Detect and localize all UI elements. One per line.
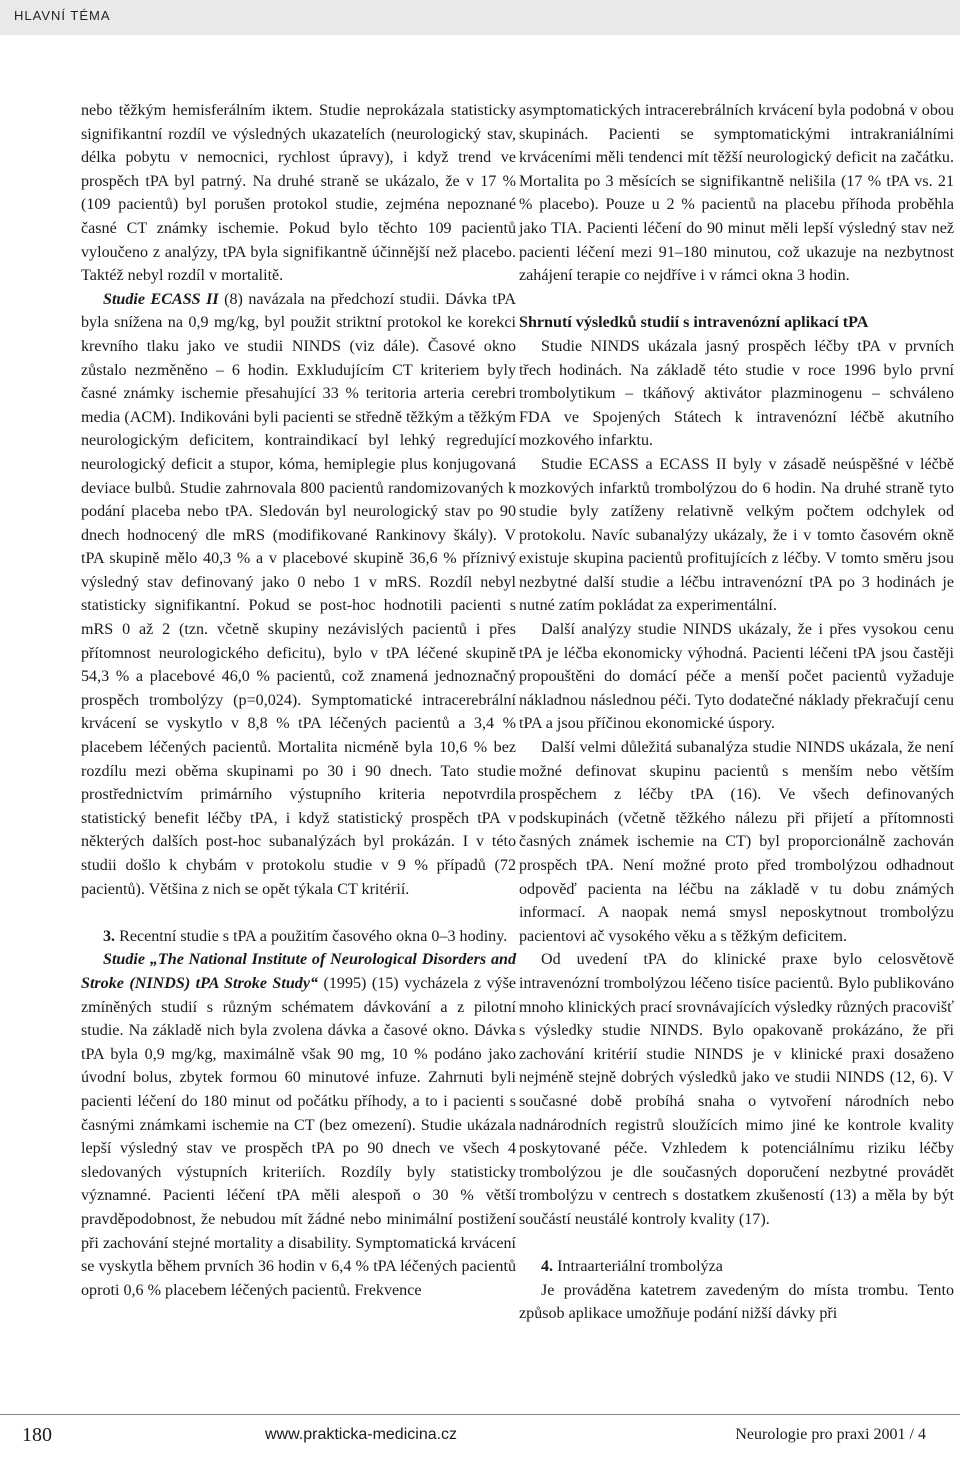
- footer-divider: [0, 1414, 960, 1415]
- page-number: 180: [22, 1424, 52, 1446]
- paragraph: Studie ECASS II (8) navázala na předchozí studii. Dávka tPA byla snížena na 0,9 mg/kg, byl použit striktní protokol ke korekci krevního tlaku jako ve studii NINDS (viz dále). Časové okno zůstalo nezměněno – 6 hodin. Exkludujícím CT kriteriem byly časné známky ischemie přesahující 33 % teritoria arteria cerebri media (ACM). Indikováni byli pacienti se středně těžkým a těžkým neurologickým deficitem, kontraindikací byl lehký regredující neurologický deficit a stupor, kóma, hemiplegie plus konjugovaná deviace bulbů. Studie zahrnovala 800 pacientů randomizovaných k podání placeba nebo tPA. Sledován byl neurologický stav po 90 dnech hodnocený dle mRS (modifikované Rankinovy škály). V tPA skupině mělo 40,3 % a v placebové skupině 36,6 % příznivý výsledný stav definovaný jako 0 nebo 1 v mRS. Rozdíl nebyl statisticky signifikantní. Pokud se post-hoc hodnotili pacienti s mRS 0 až 2 (tzn. včetně skupiny nezávislých pacientů i přes přítomnost neurologického deficitu), bylo v tPA léčené skupině 54,3 % a placebové 46,0 % pacientů, což znamená jednoznačný prospěch trombolýzy (p=0,024). Symptomatické intracerebrální krvácení se vyskytlo v 8,8 % tPA léčených pacientů a 3,4 % placebem léčených pacientů. Mortalita nicméně byla 10,6 % bez rozdílu mezi oběma skupinami po 30 i 90 dnech. Tato studie prostřednictvím primárního výstupního kriteria nepotvrdila statistický benefit léčby tPA, i když statistický prospěch tPA v některých dalších post-hoc subanalýzách byl prokázán. I v této studii došlo k chybám v protokolu studie v 9 % případů (72 pacientů). Většina z nich se opět týkala CT kritérií.: [81, 290, 516, 898]
- section-heading: Shrnutí výsledků studií s intravenózní aplikací tPA: [519, 314, 869, 332]
- paragraph: Od uvedení tPA do klinické praxe bylo celosvětově intravenózní trombolýzou léčeno tisíce pacientů. Bylo publikováno mnoho klinických prací srovnávajících výsledky různých pracovišť s výsledky studie NINDS. Bylo opakovaně prokázáno, že při zachování kritérií studie NINDS je v klinické praxi dosaženo nejméně stejně dobrých výsledků jako ve studii NINDS (12, 6). V současné době probíhá snaha o vytvoření národních nebo nadnárodních registrů sloužících mimo jiné ke kontrole kvality poskytované péče. Vzhledem k potenciálnímu riziku léčby trombolýzou je dle současných doporučení nezbytné provádět trombolýzu v centrech s dostatkem zkušeností (13) a měla by být součástí neustálé kontroly kvality (17).: [519, 951, 954, 1228]
- paragraph: Je prováděna katetrem zavedeným do místa trombu. Tento způsob aplikace umožňuje podání nižší dávky při: [519, 1281, 954, 1323]
- header-band: [0, 0, 960, 35]
- right-column: [519, 99, 954, 1326]
- section-title: HLAVNÍ TÉMA: [14, 8, 111, 23]
- paragraph: Studie „The National Institute of Neurological Disorders and Stroke (NINDS) tPA Stroke Study“ (1995) (15) vycházela z výše zmíněných studií s různým schématem dávkování a z pilotní studie. Na základě nich byla zvolena dávka a časové okno. Dávka tPA byla 0,9 mg/kg, maximálně však 90 mg, 10 % podáno jako úvodní bolus, zbytek formou 60 minutové infuze. Zahrnuti byli pacienti léčení do 180 minut od počátku příhody, a to i pacienti s časnými známkami ischemie na CT (bez omezení). Studie ukázala lepší výsledný stav ve prospěch tPA po 90 dnech ve všech 4 sledovaných výstupních kriteriích. Rozdíly byly statisticky významné. Pacienti léčení tPA měli alespoň o 30 % větší pravděpodobnost, že nebudou mít žádné nebo minimální postižení při zachování stejné mortality a disability. Symptomatická krvácení se vyskytla během prvních 36 hodin v 6,4 % tPA léčených pacientů oproti 0,6 % placebem léčených pacientů. Frekvence: [81, 951, 516, 1299]
- paragraph: asymptomatických intracerebrálních krvácení byla podobná v obou skupinách. Pacienti se symptomatickými intrakraniálními krváceními měli tendenci mít těžší neurologický deficit na začátku. Mortalita po 3 měsících se signifikantně nelišila (17 % tPA vs. 21 % placebo). Pouze u 2 % pacientů na placebu příhoda proběhla jako TIA. Pacienti léčení do 90 minut měli lepší výsledný stav než pacienti léčení mezi 91–180 minutou, což ukazuje na nezbytnost zahájení terapie co nejdříve i v rámci okna 3 hodin.: [519, 102, 954, 285]
- paragraph: Další velmi důležitá subanalýza studie NINDS ukázala, že není možné definovat skupinu pacientů s menším nebo větším prospěchem z léčby tPA (16). Ve všech definovaných podskupinách (včetně těžkého nálezu při přijetí a přítomnosti časných známek ischemie na CT) byl proporcionálně zachován prospěch tPA. Není možné proto před trombolýzou odhadnout odpověď pacienta na léčbu na základě v tu dobu známých informací. A naopak nemá smysl neposkytnout trombolýzu pacientovi ač vysokého věku a s těžkým deficitem.: [519, 739, 954, 945]
- paragraph: Další analýzy studie NINDS ukázaly, že i přes vysokou cenu tPA je léčba ekonomicky výhodná. Pacienti léčeni tPA jsou častěji propouštěni do domácí péče a menší počet pacientů vyžaduje nákladnou následnou péči. Tyto dodatečné náklady překračují cenu tPA a jsou příčinou ekonomické úspory.: [519, 621, 954, 733]
- section-heading: 4. Intraarteriální trombolýza: [541, 1258, 723, 1276]
- study-title: Studie ECASS II: [103, 290, 219, 308]
- paragraph: nebo těžkým hemisferálním iktem. Studie neprokázala statisticky signifikantní rozdíl ve výsledných ukazatelích (neurologický stav, délka pobytu v nemocnici, rychlost úpravy), i když trend ve prospěch tPA byl patrný. Na druhé straně se ukázalo, že v 17 % (109 pacientů) byl porušen protokol studie, zejména nepoznané časné CT známky ischemie. Pokud bylo těchto 109 pacientů vyloučeno z analýzy, tPA byla signifikantně účinnější než placebo. Taktéž nebyl rozdíl v mortalitě.: [81, 102, 516, 285]
- left-column: [81, 99, 516, 1302]
- journal-name: Neurologie pro praxi 2001 / 4: [735, 1426, 926, 1443]
- spacer: [81, 901, 516, 925]
- section-heading: 3. Recentní studie s tPA a použitím časového okna 0–3 hodiny.: [103, 927, 508, 945]
- spacer: [519, 288, 954, 312]
- paragraph: Studie ECASS a ECASS II byly v zásadě neúspěšné v léčbě mozkových infarktů trombolýzou do 6 hodin. Na druhé straně tyto studie byly zatíženy relativně velkým počtem odchylek od protokolu. Navíc subanalýzy ukázaly, že i v tomto časovém okně existuje skupina pacientů profitujících z léčby. V tomto směru jsou nezbytné další studie a léčbu intravenózní tPA po 3 hodinách je nutné zatím pokládat za experimentální.: [519, 455, 954, 615]
- study-title: Studie „The National Institute of Neurological Disorders and Stroke (NINDS) tPA Stroke Study“: [81, 951, 516, 992]
- spacer: [519, 1232, 954, 1256]
- paragraph: Studie NINDS ukázala jasný prospěch léčby tPA v prvních třech hodinách. Na základě této studie v roce 1996 bylo první trombolytikum – tkáňový aktivátor plazminogenu – schváleno FDA ve Spojených Státech k intravenózní léčbě akutního mozkového infarktu.: [519, 337, 954, 450]
- footer-url[interactable]: www.prakticka-medicina.cz: [265, 1426, 458, 1443]
